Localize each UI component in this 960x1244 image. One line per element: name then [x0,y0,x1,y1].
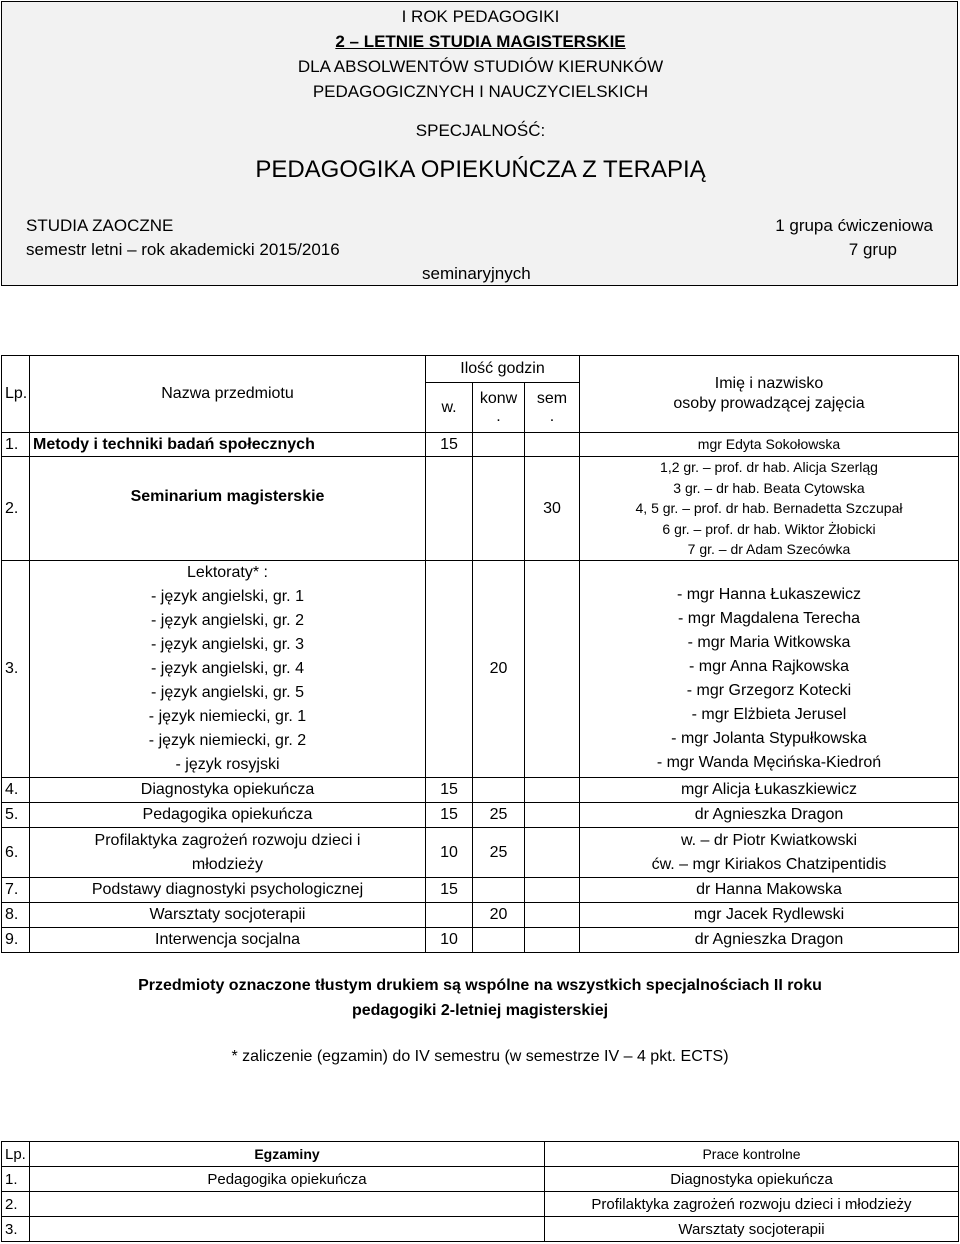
row6-sem [525,828,580,878]
row3-language-item: - język angielski, gr. 5 [151,684,304,701]
row3-title: Lektoraty* : [187,564,268,581]
row7-sem [525,878,580,903]
table-row [2,433,959,457]
table-row [2,828,959,878]
row5-konw: 25 [473,803,525,828]
row5-subject: Pedagogika opiekuńcza [30,803,426,828]
header-teacher-line2: osoby prowadzącej zajęcia [673,395,865,412]
row8-teacher: mgr Jacek Rydlewski [580,903,959,928]
row3-teacher-item: - mgr Grzegorz Kotecki [686,682,852,699]
row2-lp: 2. [2,457,30,561]
exams-row-exam [30,1217,545,1242]
row1-w: 15 [426,433,473,457]
row4-lp: 4. [2,778,30,803]
row6-teacher-line1: w. – dr Piotr Kwiatkowski [680,831,858,849]
table-row [2,928,959,953]
specialty-label: SPECJALNOŚĆ: [415,121,546,140]
row6-subject-line2: młodzieży [191,855,264,873]
row5-lp: 5. [2,803,30,828]
row3-language-item: - język angielski, gr. 1 [151,588,304,605]
row1-teacher: mgr Edyta Sokołowska [580,433,959,457]
footnote: * zaliczenie (egzamin) do IV semestru (w semestrze IV – 4 pkt. ECTS) [231,1048,729,1065]
row3-language-item: - język niemiecki, gr. 2 [148,732,307,749]
row7-subject: Podstawy diagnostyki psychologicznej [30,878,426,903]
row7-teacher: dr Hanna Makowska [580,878,959,903]
row8-sem [525,903,580,928]
exams-row-test: Profilaktyka zagrożeń rozwoju dzieci i młodzieży [545,1192,959,1217]
exams-header-lp: Lp. [2,1142,30,1167]
row3-teacher-item: - mgr Anna Rajkowska [688,658,850,675]
row3-teacher-item: - mgr Magdalena Terecha [677,610,861,627]
row4-teacher: mgr Alicja Łukaszkiewicz [580,778,959,803]
row2-subject: Seminarium magisterskie [30,457,426,561]
exams-row-test: Warsztaty socjoterapii [545,1217,959,1242]
courses-table [1,355,959,953]
table-row [2,1167,959,1192]
graduates-line: DLA ABSOLWENTÓW STUDIÓW KIERUNKÓW [297,57,664,76]
row2-sem: 30 [525,457,580,561]
row1-lp: 1. [2,433,30,457]
header-konw [473,383,525,433]
row7-konw [473,878,525,903]
header-teacher-line1: Imię i nazwisko [714,375,824,392]
row6-teacher-line2: ćw. – mgr Kiriakos Chatzipentidis [651,855,887,873]
row2-teacher-item: 1,2 gr. – prof. dr hab. Alicja Szerląg [660,459,878,476]
row2-teacher-item: 7 gr. – dr Adam Szecówka [687,541,851,558]
year-title: I ROK PEDAGOGIKI [401,7,560,26]
table-header-row [2,356,959,383]
row8-lp: 8. [2,903,30,928]
row6-konw: 25 [473,828,525,878]
exams-table [1,1141,959,1242]
row5-teacher: dr Agnieszka Dragon [580,803,959,828]
row1-sem [525,433,580,457]
row9-lp: 9. [2,928,30,953]
row3-language-item: - język niemiecki, gr. 1 [148,708,307,725]
row2-konw [473,457,525,561]
groups-seminar-count: 7 grup [848,240,897,259]
row8-subject: Warsztaty socjoterapii [30,903,426,928]
table-row [2,1192,959,1217]
row6-teachers [580,828,959,878]
program-title: 2 – LETNIE STUDIA MAGISTERSKIE [335,32,626,51]
row3-w [426,561,473,778]
exams-row-lp: 3. [2,1217,30,1242]
exams-row-lp: 1. [2,1167,30,1192]
row3-language-item: - język rosyjski [175,756,280,773]
exams-header-exams: Egzaminy [30,1142,545,1167]
row9-konw [473,928,525,953]
header-w: w. [426,383,473,433]
table-row [2,903,959,928]
row3-sem [525,561,580,778]
row3-language-item: - język angielski, gr. 2 [151,612,304,629]
row1-subject: Metody i techniki badań społecznych [30,433,426,457]
study-mode: STUDIA ZAOCZNE [26,216,174,235]
groups-seminar-word: seminaryjnych [422,264,531,283]
header-lp: Lp. [2,356,30,433]
table-row [2,457,959,561]
row3-language-item: - język angielski, gr. 3 [151,636,304,653]
table-row [2,803,959,828]
row3-konw: 20 [473,561,525,778]
row4-sem [525,778,580,803]
semester-info: semestr letni – rok akademicki 2015/2016 [26,240,340,259]
header-sem [525,383,580,433]
exams-row-lp: 2. [2,1192,30,1217]
row6-w: 10 [426,828,473,878]
exams-header-tests: Prace kontrolne [545,1142,959,1167]
header-teacher [580,356,959,433]
row6-subject-line1: Profilaktyka zagrożeń rozwoju dzieci i [94,831,361,849]
row3-subject [30,561,426,778]
row6-subject [30,828,426,878]
row5-w: 15 [426,803,473,828]
row3-teacher-item: - mgr Maria Witkowska [687,634,851,651]
row3-teacher-item: - mgr Elżbieta Jerusel [691,706,847,723]
header-hours: Ilość godzin [426,356,580,383]
row3-teachers [580,561,959,778]
exams-row-exam [30,1192,545,1217]
row8-w [426,903,473,928]
table-row [2,878,959,903]
exams-header-row [2,1142,959,1167]
row1-konw [473,433,525,457]
row9-w: 10 [426,928,473,953]
row9-subject: Interwencja socjalna [30,928,426,953]
row4-konw [473,778,525,803]
header-subject: Nazwa przedmiotu [30,356,426,433]
header-box [1,1,958,286]
row4-subject: Diagnostyka opiekuńcza [30,778,426,803]
groups-exercise: 1 grupa ćwiczeniowa [775,216,933,235]
row2-w [426,457,473,561]
row3-lp: 3. [2,561,30,778]
specialty-title: PEDAGOGIKA OPIEKUŃCZA Z TERAPIĄ [255,156,706,183]
row8-konw: 20 [473,903,525,928]
row9-teacher: dr Agnieszka Dragon [580,928,959,953]
header-sem-dot: . [549,407,555,425]
row3-teacher-item: - mgr Wanda Męcińska-Kiedroń [656,754,882,771]
row5-sem [525,803,580,828]
exams-row-exam: Pedagogika opiekuńcza [30,1167,545,1192]
row7-w: 15 [426,878,473,903]
row3-teacher-item: - mgr Jolanta Stypułkowska [671,730,867,747]
row2-teachers [580,457,959,561]
bold-note-line1: Przedmioty oznaczone tłustym drukiem są wspólne na wszystkich specjalnościach II roku [138,977,822,994]
table-row [2,561,959,778]
fields-line: PEDAGOGICZNYCH I NAUCZYCIELSKICH [312,82,649,101]
table-row [2,1217,959,1242]
row6-lp: 6. [2,828,30,878]
row3-teacher-item: - mgr Hanna Łukaszewicz [676,586,862,603]
row4-w: 15 [426,778,473,803]
bold-note-line2: pedagogiki 2-letniej magisterskiej [351,1002,609,1019]
row2-teacher-item: 4, 5 gr. – prof. dr hab. Bernadetta Szczupał [635,500,903,517]
table-row [2,778,959,803]
row7-lp: 7. [2,878,30,903]
row2-teacher-item: 6 gr. – prof. dr hab. Wiktor Żłobicki [662,520,876,537]
header-sem-text: sem [536,389,568,407]
header-konw-dot: . [496,407,501,425]
row2-teacher-item: 3 gr. – dr hab. Beata Cytowska [673,479,865,496]
row3-language-item: - język angielski, gr. 4 [151,660,304,677]
exams-row-test: Diagnostyka opiekuńcza [545,1167,959,1192]
header-konw-text: konw [479,389,518,407]
row9-sem [525,928,580,953]
